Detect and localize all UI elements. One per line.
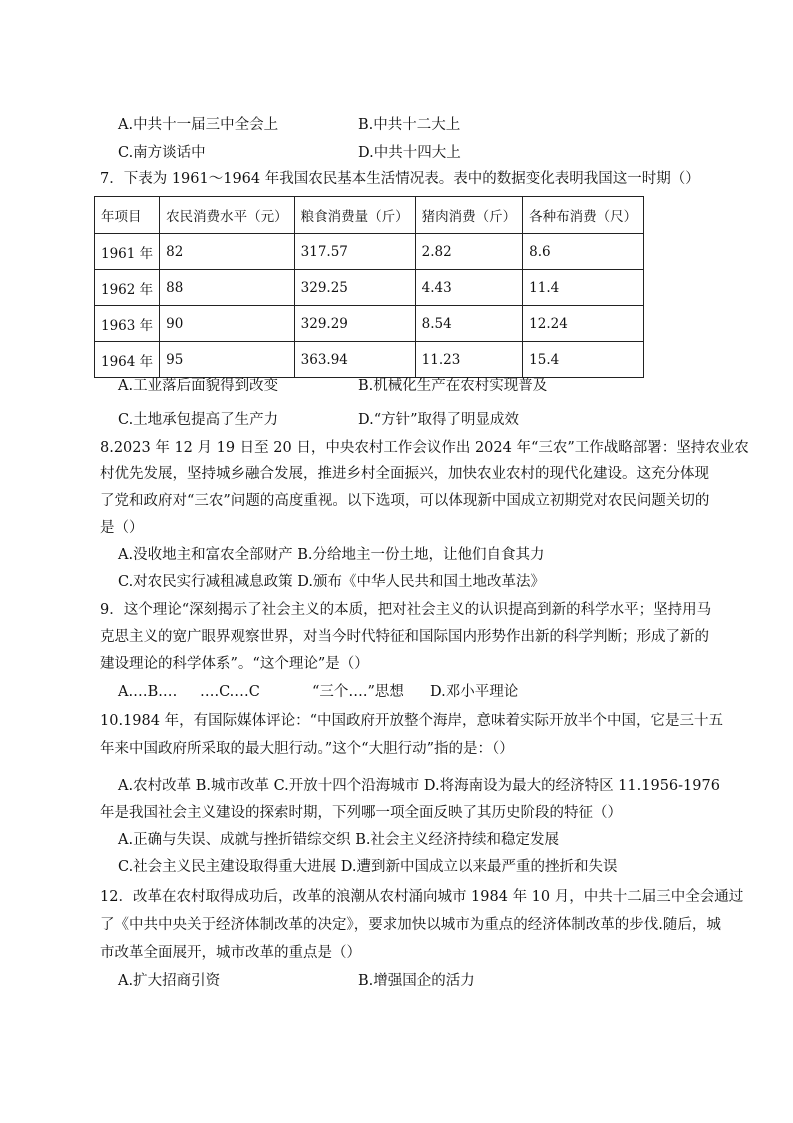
q9-option-mid: “三个….”思想 — [312, 684, 404, 700]
q8-stem-line-4: 是（） — [100, 520, 144, 536]
table-row — [95, 306, 644, 342]
q7-option-c: C.土地承包提高了生产力 — [118, 412, 279, 428]
q8-options-ab: A.没收地主和富农全部财产 B.分给地主一份土地，让他们自食其力 — [118, 547, 545, 563]
q8-stem-line-3: 了党和政府对“三农”问题的高度重视。以下选项，可以体现新中国成立初期党对农民问题关切的 — [100, 493, 710, 509]
table-cell: 363.94 — [294, 342, 415, 378]
q6-option-a: A.中共十一届三中全会上 — [118, 117, 279, 133]
q7-option-a: A.工业落后面貌得到改变 — [118, 378, 279, 394]
q12-stem-line-2: 了《中共中央关于经济体制改革的决定》，要求加快以城市为重点的经济体制改革的步伐.随后，城 — [100, 917, 721, 933]
table-cell: 88 — [160, 270, 295, 306]
table-row — [95, 234, 644, 270]
table-cell: 2.82 — [415, 234, 523, 270]
q9-option-ab: A.…B.… — [118, 684, 178, 700]
table-cell: 82 — [160, 234, 295, 270]
table-cell: 90 — [160, 306, 295, 342]
table-cell: 8.54 — [415, 306, 523, 342]
table-cell: 11.23 — [415, 342, 523, 378]
table-cell: 1964 年 — [95, 342, 160, 378]
table-cell: 1961 年 — [95, 234, 160, 270]
table-cell: 329.29 — [294, 306, 415, 342]
table-header-cell: 年项目 — [95, 197, 160, 234]
q12-option-a: A.扩大招商引资 — [118, 973, 221, 989]
q12-stem-line-1: 12．改革在农村取得成功后，改革的浪潮从农村涌向城市 1984 年 10 月，中共十二届三中全会通过 — [100, 889, 744, 905]
table-cell: 1963 年 — [95, 306, 160, 342]
q8-stem-line-2: 村优先发展，坚持城乡融合发展，推进乡村全面振兴，加快农业农村的现代化建设。这充分体现 — [100, 466, 709, 482]
table-cell: 329.25 — [294, 270, 415, 306]
table-cell: 15.4 — [523, 342, 644, 378]
q11-options-cd: C.社会主义民主建设取得重大进展 D.遭到新中国成立以来最严重的挫折和失误 — [118, 859, 618, 875]
table-row — [95, 270, 644, 306]
q11-stem: 年是我国社会主义建设的探索时期，下列哪一项全面反映了其历史阶段的特征（） — [100, 805, 622, 821]
q8-stem-line-1: 8.2023 年 12 月 19 日至 20 日，中央农村工作会议作出 2024 年“三农”工作战略部署：坚持农业农 — [100, 440, 749, 456]
table-cell: 8.6 — [523, 234, 644, 270]
q9-option-c: ….C.…C — [200, 684, 260, 700]
table-header-cell: 各种布消费（尺） — [523, 197, 644, 234]
table-cell: 317.57 — [294, 234, 415, 270]
q9-stem-line-1: 9．这个理论“深刻揭示了社会主义的本质，把对社会主义的认识提高到新的科学水平；坚持用马 — [100, 602, 712, 618]
q9-option-d: D.邓小平理论 — [430, 684, 519, 700]
table-header-cell: 农民消费水平（元） — [160, 197, 295, 234]
table-header-cell: 猪肉消费（斤） — [415, 197, 523, 234]
q6-option-d: D.中共十四大上 — [358, 145, 461, 161]
table-cell: 4.43 — [415, 270, 523, 306]
q7-option-b: B.机械化生产在农村实现普及 — [358, 378, 548, 394]
table-cell: 12.24 — [523, 306, 644, 342]
q7-stem: 7．下表为 1961～1964 年我国农民基本生活情况表。表中的数据变化表明我国这一时期（） — [100, 171, 700, 187]
table-cell: 1962 年 — [95, 270, 160, 306]
q8-options-cd: C.对农民实行减租减息政策 D.颁布《中华人民共和国土地改革法》 — [118, 574, 546, 590]
q6-option-c: C.南方谈话中 — [118, 145, 206, 161]
table-cell: 11.4 — [523, 270, 644, 306]
table-header-row — [95, 197, 644, 234]
q7-data-table — [94, 196, 644, 378]
q7-option-d: D.“方针”取得了明显成效 — [358, 412, 520, 428]
q12-option-b: B.增强国企的活力 — [358, 973, 475, 989]
q9-stem-line-2: 克思主义的宽广眼界观察世界，对当今时代特征和国际国内形势作出新的科学判断；形成了新的 — [100, 629, 709, 645]
table-row — [95, 342, 644, 378]
q10-stem-line-1: 10.1984 年，有国际媒体评论：“中国政府开放整个海岸，意味着实际开放半个中国，它是三十五 — [100, 713, 723, 729]
q6-option-b: B.中共十二大上 — [358, 117, 461, 133]
q10-stem-line-2: 年来中国政府所采取的最大胆行动。”这个“大胆行动”指的是：（） — [100, 741, 514, 757]
q10-options: A.农村改革 B.城市改革 C.开放十四个沿海城市 D.将海南设为最大的经济特区 11.1956-1976 — [118, 778, 720, 794]
q9-stem-line-3: 建设理论的科学体系”。“这个理论”是（） — [100, 656, 369, 672]
table-cell: 95 — [160, 342, 295, 378]
q12-stem-line-3: 市改革全面展开，城市改革的重点是（） — [100, 945, 361, 961]
q11-options-ab: A.正确与失误、成就与挫折错综交织 B.社会主义经济持续和稳定发展 — [118, 832, 559, 848]
table-header-cell: 粮食消费量（斤） — [294, 197, 415, 234]
